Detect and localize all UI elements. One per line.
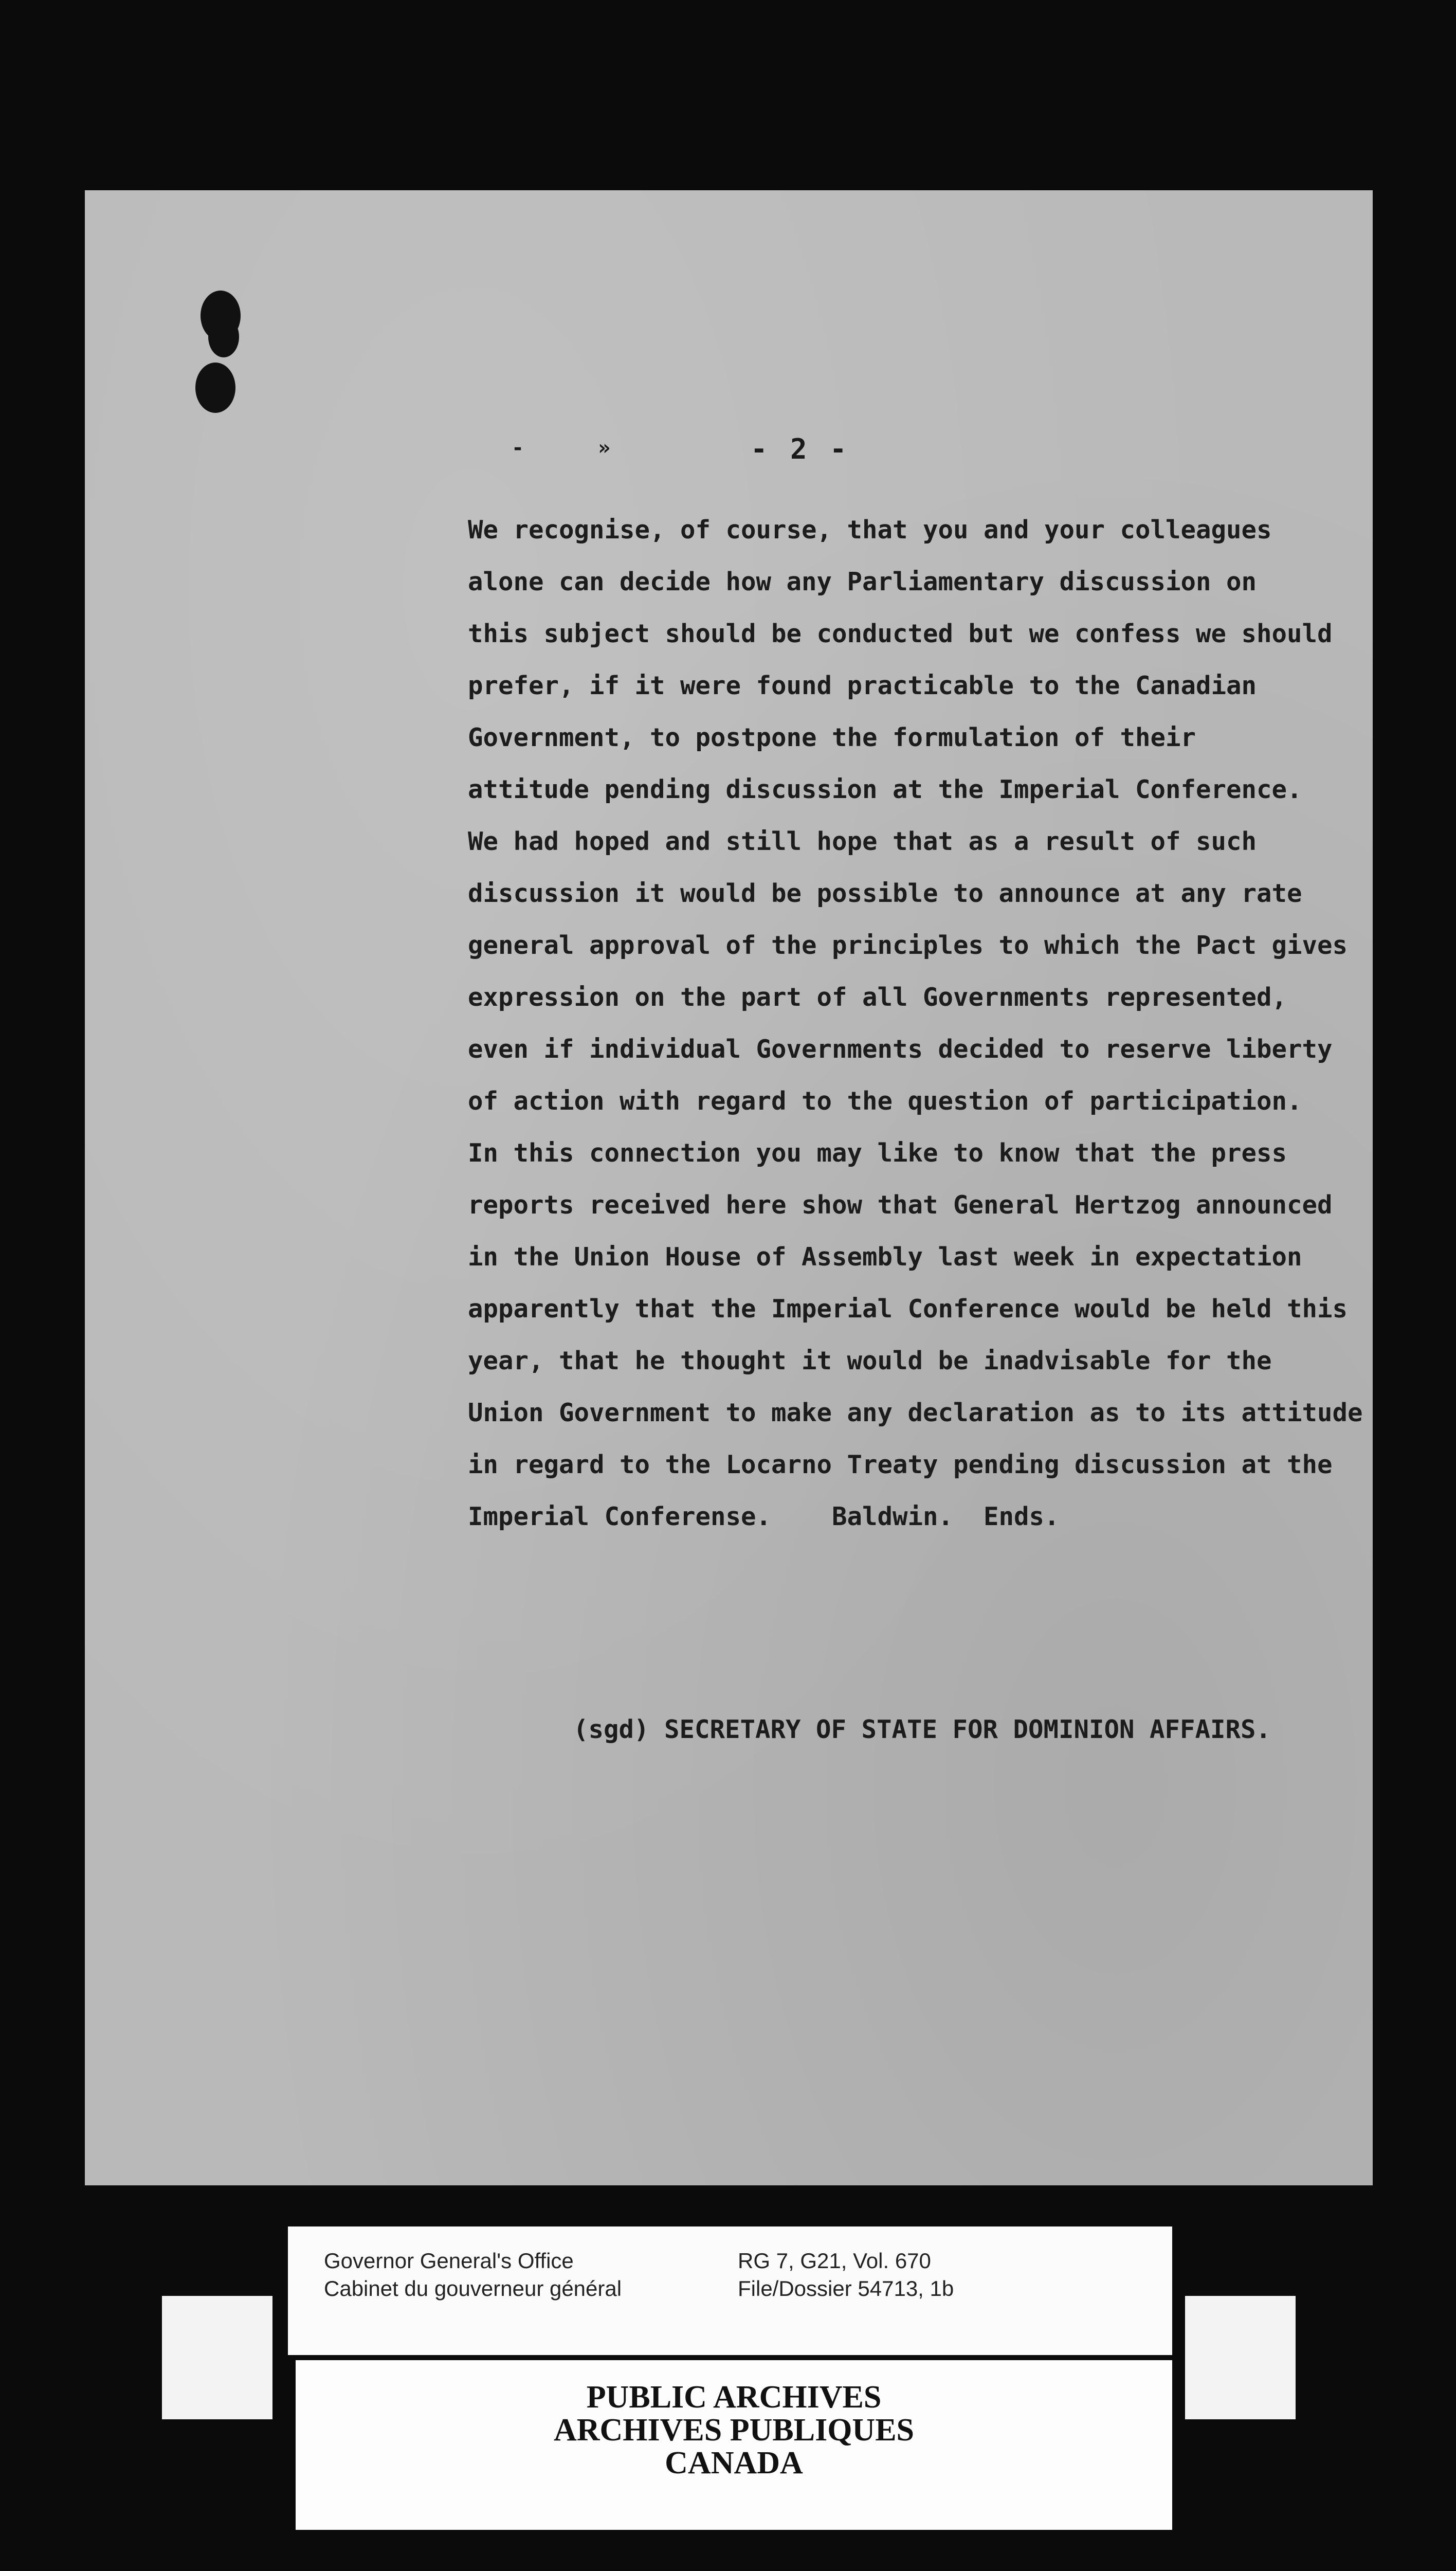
archive-stamp (296, 2360, 1172, 2530)
body-line: alone can decide how any Parliamentary discussion on (468, 567, 1257, 596)
body-line: In this connection you may like to know that the press (468, 1138, 1287, 1168)
body-line: apparently that the Imperial Conference would be held this (468, 1294, 1348, 1324)
office-names (324, 2247, 622, 2303)
body-line: discussion it would be possible to announce at any rate (468, 879, 1302, 908)
file-reference (738, 2247, 954, 2303)
body-line: expression on the part of all Governments represented, (468, 983, 1287, 1012)
body-line: reports received here show that General Hertzog announced (468, 1190, 1333, 1220)
office-name-en: Governor General's Office (324, 2249, 574, 2273)
body-line: Union Government to make any declaration as to its attitude (468, 1398, 1363, 1427)
body-line: general approval of the principles to which the Pact gives (468, 931, 1348, 960)
body-line: attitude pending discussion at the Imperial Conference. (468, 775, 1302, 804)
body-line: even if individual Governments decided to reserve liberty (468, 1035, 1333, 1064)
record-group-reference: RG 7, G21, Vol. 670 (738, 2249, 931, 2273)
file-dossier-number: File/Dossier 54713, 1b (738, 2276, 954, 2301)
body-line: Government, to postpone the formulation of their (468, 723, 1196, 752)
body-line: year, that he thought it would be inadvisable for the (468, 1346, 1272, 1375)
punch-hole-middle (208, 316, 239, 357)
label-side-strip-left (162, 2296, 272, 2419)
office-name-fr: Cabinet du gouverneur général (324, 2276, 622, 2301)
punch-hole-bottom (195, 363, 235, 413)
page-number: - 2 - (751, 433, 850, 465)
body-line: in regard to the Locarno Treaty pending discussion at the (468, 1450, 1333, 1479)
archive-reference-label (288, 2226, 1172, 2355)
archive-stamp-text (296, 2381, 1172, 2479)
header-marks: - » (512, 436, 642, 460)
body-line: this subject should be conducted but we confess we should (468, 619, 1333, 648)
body-line: Imperial Conferense. Baldwin. Ends. (468, 1502, 1060, 1531)
body-line: We had hoped and still hope that as a result of such (468, 827, 1257, 856)
document-page (85, 190, 1373, 2185)
stamp-line-archives-publiques: ARCHIVES PUBLIQUES (553, 2413, 915, 2448)
body-line: prefer, if it were found practicable to the Canadian (468, 671, 1257, 700)
stamp-line-public-archives: PUBLIC ARCHIVES (586, 2380, 882, 2415)
label-side-strip-right (1185, 2296, 1296, 2419)
letter-body (468, 504, 1409, 1543)
body-line: of action with regard to the question of participation. (468, 1087, 1302, 1116)
body-line: We recognise, of course, that you and your colleagues (468, 515, 1272, 545)
signature-line: (sgd) SECRETARY OF STATE FOR DOMINION AFFAIRS. (573, 1715, 1271, 1744)
stamp-line-canada: CANADA (665, 2446, 803, 2481)
body-line: in the Union House of Assembly last week in expectation (468, 1242, 1302, 1272)
